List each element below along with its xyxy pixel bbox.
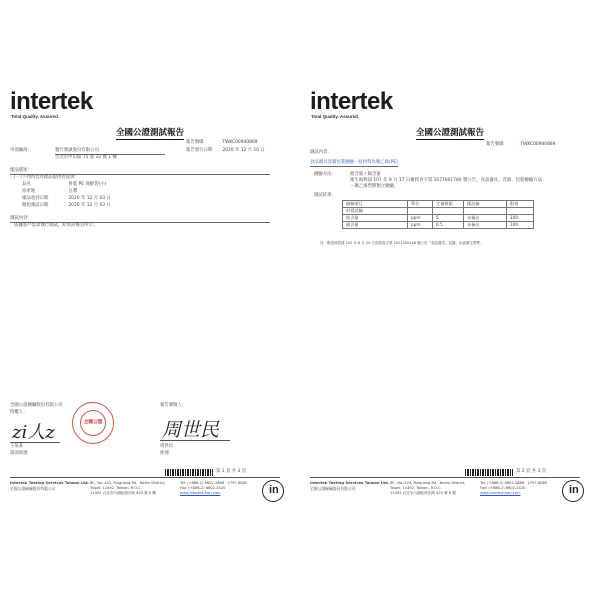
test-req-label: 測試內容： [10,216,270,223]
intertek-logo: intertek [310,88,393,115]
seal-text: 全國公證 [83,420,103,425]
method-text-2: 衛生福利部 107 年 9 月 17 日衛授食字第 1071901780 號公告，食品器具、容器、包裝檢驗方法 [350,178,542,183]
footer-address-en2: Taipei, 11492, Taiwan, R.O.C. [90,486,142,490]
report-title: 全國公證測試報告 [415,128,484,138]
test-subject: 食品器具容器包裝檢驗－原材料為聚乙烯(PE) [310,160,398,165]
table-cell: ppm [408,222,433,229]
row-label: 品名 [22,182,31,187]
reviewer-line [160,440,230,441]
table-cell: 材質試驗 [343,208,408,215]
row-label: 原產地 [22,189,36,194]
tagline: Total Quality. Assured. [11,114,60,119]
footer-company-zh: 全國公證檢驗股份有限公司 [10,486,56,491]
report-no: ：TWKC00940809 [218,140,258,145]
result-label: 測試結果： [314,193,336,198]
row-value: ：拼裝 PE 保鮮袋(小) [64,182,107,187]
page-number: 第 1 頁 共 3 頁 [216,469,247,474]
row-value: ：2020 年 12 月 03 日 [64,196,111,201]
table-cell [507,208,534,215]
test-req: 依據客戶需求執行測試，結果詳後頁所示。 [14,223,98,228]
footer-web-link[interactable]: www.intertek-twn.com [180,491,221,495]
report-title: 全國公證測試報告 [115,128,184,138]
table-cell: 100 [507,222,534,229]
footer-address-zh: 11492 台北市內湖區瑞光路 423 號 8 樓 [90,491,156,495]
report-page-2 [300,80,600,515]
test-content-label: 測試內容： [310,150,332,155]
results-table [342,200,534,229]
table-header: 單位 [408,201,433,208]
table-cell [408,208,433,215]
intertek-circle-logo-icon: in [562,480,584,502]
table-cell [464,208,507,215]
intertek-logo: intertek [10,88,93,115]
footer-tel: Tel: (+886-2) 6602-2888 · 2797-8885 [480,481,548,485]
footer-fax: Fax: (+886-2) 6602-2420 [480,486,526,490]
table-cell [433,208,464,215]
reviewer-signature: 周世民 [162,419,220,441]
report-page-1 [0,80,300,515]
table-cell: 未檢出 [464,215,507,222]
row-label: 開始測試日期 [22,203,49,208]
footer-address-en: 8F., No. 423, Ruiguang Rd., Neihu District, [90,481,166,485]
signer-title: 資深經理 [10,451,28,456]
table-cell: ppm [408,215,433,222]
report-no-label: 報告號碼 [186,140,204,145]
table-row [343,208,534,215]
footer-company-zh: 全國公證檢驗股份有限公司 [310,486,356,491]
footer-divider [310,477,580,478]
table-cell: 0.5 [433,222,464,229]
footer-divider [10,477,280,478]
table-header: 限值 [507,201,534,208]
footer-address-en: 8F., No. 423, Ruiguang Rd., Neihu District, [390,481,466,485]
signer-name: 王某某 [10,444,24,449]
issue-date-label: 報告發行日期 [186,148,213,153]
table-cell: 100 [507,215,534,222]
method-text-1: 鉛含量 / 鎘含量 [350,172,381,177]
footer-company-en: Intertek Testing Services Taiwan Ltd. [310,480,390,485]
barcode [165,469,213,476]
sample-header: 樣品描述： [10,168,270,175]
note: 註：限值係依據 102 年 8 月 20 日部授食字第 1021350146 號公告「食品器具、容器、包裝衛生標準」 [320,241,484,245]
table-cell: 未檢出 [464,222,507,229]
method-text-3: －聚乙烯塑膠類之檢驗。 [350,184,399,189]
applicant-address: 台北市中山區 75 巷 22 號 1 樓 [55,155,117,160]
row-value: ：台灣 [64,189,78,194]
applicant-label: 申請廠商： [10,148,32,153]
table-cell: 鉛含量 [343,215,408,222]
report-no: ：TWKC00940889 [516,142,556,147]
footer-web-link[interactable]: www.intertek-twn.com [480,491,521,495]
table-row [343,222,534,229]
footer-tel: Tel: (+886-2) 6602-2888 · 2797-8885 [180,481,248,485]
sample-intro: (一)下列內容為樣品提供者提供： [14,175,79,180]
table-row [343,215,534,222]
reviewer-label: 報告審閱人： [160,403,187,408]
table-cell: 5 [433,215,464,222]
issue-date: ：2020 年 12 月 10 日 [218,148,265,153]
row-label: 樣品收到日期 [22,196,49,201]
reviewer-title: 經理 [160,451,169,456]
method-label: 檢驗方法： [314,172,336,177]
table-header-row [343,201,534,208]
table-header: 樣品檢 [464,201,507,208]
footer-company-en: Intertek Testing Services Taiwan Ltd. [10,480,90,485]
intertek-circle-logo-icon: in [262,480,284,502]
table-cell: 鎘含量 [343,222,408,229]
reviewer-name: 周世民 [160,444,174,449]
footer-address-en2: Taipei, 11492, Taiwan, R.O.C. [390,486,442,490]
signer-role: 授權人： [10,410,28,415]
signature: zi人z [12,422,55,443]
applicant-name: 雅竹發誠股份有限公司 [55,148,165,155]
report-no-label: 報告號碼 [486,142,504,147]
barcode [465,469,513,476]
footer-fax: Fax: (+886-2) 6602-2420 [180,486,226,490]
table-header: 檢驗項目 [343,201,408,208]
company-seal-stamp [72,402,114,444]
page-number: 第 2 頁 共 3 頁 [516,469,547,474]
row-value: ：2020 年 12 月 03 日 [64,203,111,208]
tagline: Total Quality. Assured. [311,114,360,119]
signature-line [10,442,60,443]
table-header: 定量極限 [433,201,464,208]
footer-address-zh: 11492 台北市內湖區瑞光路 423 號 8 樓 [390,491,456,495]
company-label: 全國公證檢驗股份有限公司 [10,403,63,408]
